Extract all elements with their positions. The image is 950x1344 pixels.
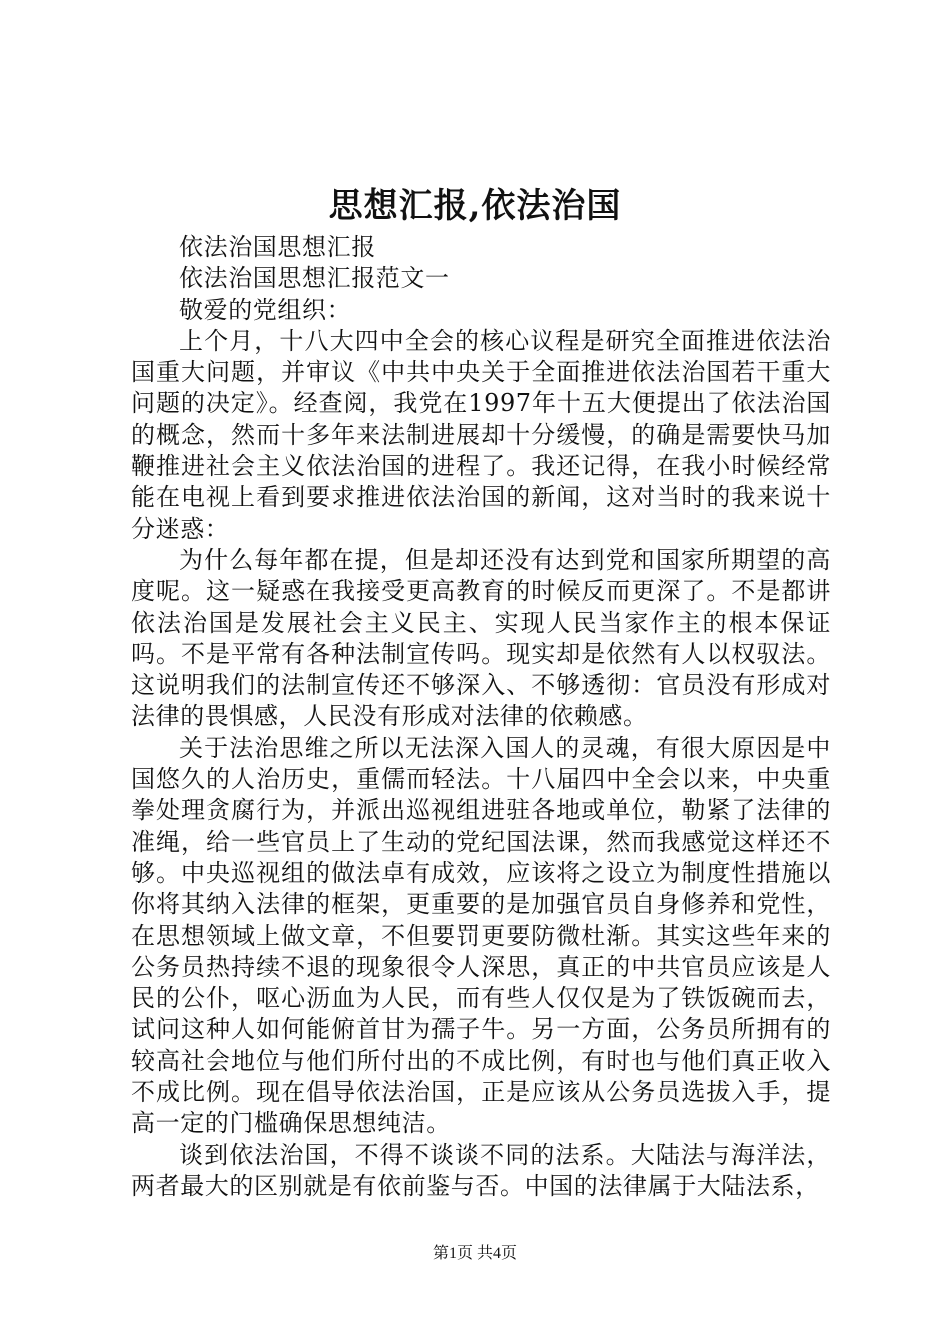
page-title: 思想汇报,依法治国 bbox=[328, 186, 622, 226]
paragraph: 谈到依法治国，不得不谈谈不同的法系。大陆法与海洋法，两者最大的区别就是有依前鉴与否。中国的法律属于大陆法系， bbox=[131, 1140, 831, 1200]
paragraph: 为什么每年都在提，但是却还没有达到党和国家所期望的高度呢。这一疑惑在我接受更高教育的时候反而更深了。不是都讲依法治国是发展社会主义民主、实现人民当家作主的根本保证吗。不是平常有各种法制宣传吗。现实却是依然有人以权驭法。这说明我们的法制宣传还不够深入、不够透彻：官员没有形成对法律的畏惧感，人民没有形成对法律的依赖感。 bbox=[131, 545, 831, 731]
paragraph-salutation: 敬爱的党组织： bbox=[179, 295, 352, 324]
paragraph-subheading: 依法治国思想汇报范文一 bbox=[179, 264, 450, 293]
paragraph-heading: 依法治国思想汇报 bbox=[179, 233, 376, 261]
paragraph: 上个月，十八大四中全会的核心议程是研究全面推进依法治国重大问题，并审议《中共中央关于全面推进依法治国若干重大问题的决定》。经查阅，我党在1997年十五大便提出了依法治国的概念，然而十多年来法制进展却十分缓慢，的确是需要快马加鞭推进社会主义依法治国的进程了。我还记得，在我小时候经常能在电视上看到要求推进依法治国的新闻，这对当时的我来说十分迷惑： bbox=[131, 326, 831, 543]
page-number-footer: 第1页 共4页 bbox=[432, 1245, 517, 1262]
document-body bbox=[131, 232, 831, 1202]
paragraph: 关于法治思维之所以无法深入国人的灵魂，有很大原因是中国悠久的人治历史，重儒而轻法。十八届四中全会以来，中央重拳处理贪腐行为，并派出巡视组进驻各地或单位，勒紧了法律的准绳，给一些官员上了生动的党纪国法课，然而我感觉这样还不够。中央巡视组的做法卓有成效，应该将之设立为制度性措施以你将其纳入法律的框架，更重要的是加强官员自身修养和党性，在思想领域上做文章，不但要罚更要防微杜渐。其实这些年来的公务员热持续不退的现象很令人深思，真正的中共官员应该是人民的公仆，呕心沥血为人民，而有些人仅仅是为了铁饭碗而去，试问这种人如何能俯首甘为孺子牛。另一方面，公务员所拥有的较高社会地位与他们所付出的不成比例，有时也与他们真正收入不成比例。现在倡导依法治国，正是应该从公务员选拔入手，提高一定的门槛确保思想纯洁。 bbox=[131, 733, 831, 1138]
